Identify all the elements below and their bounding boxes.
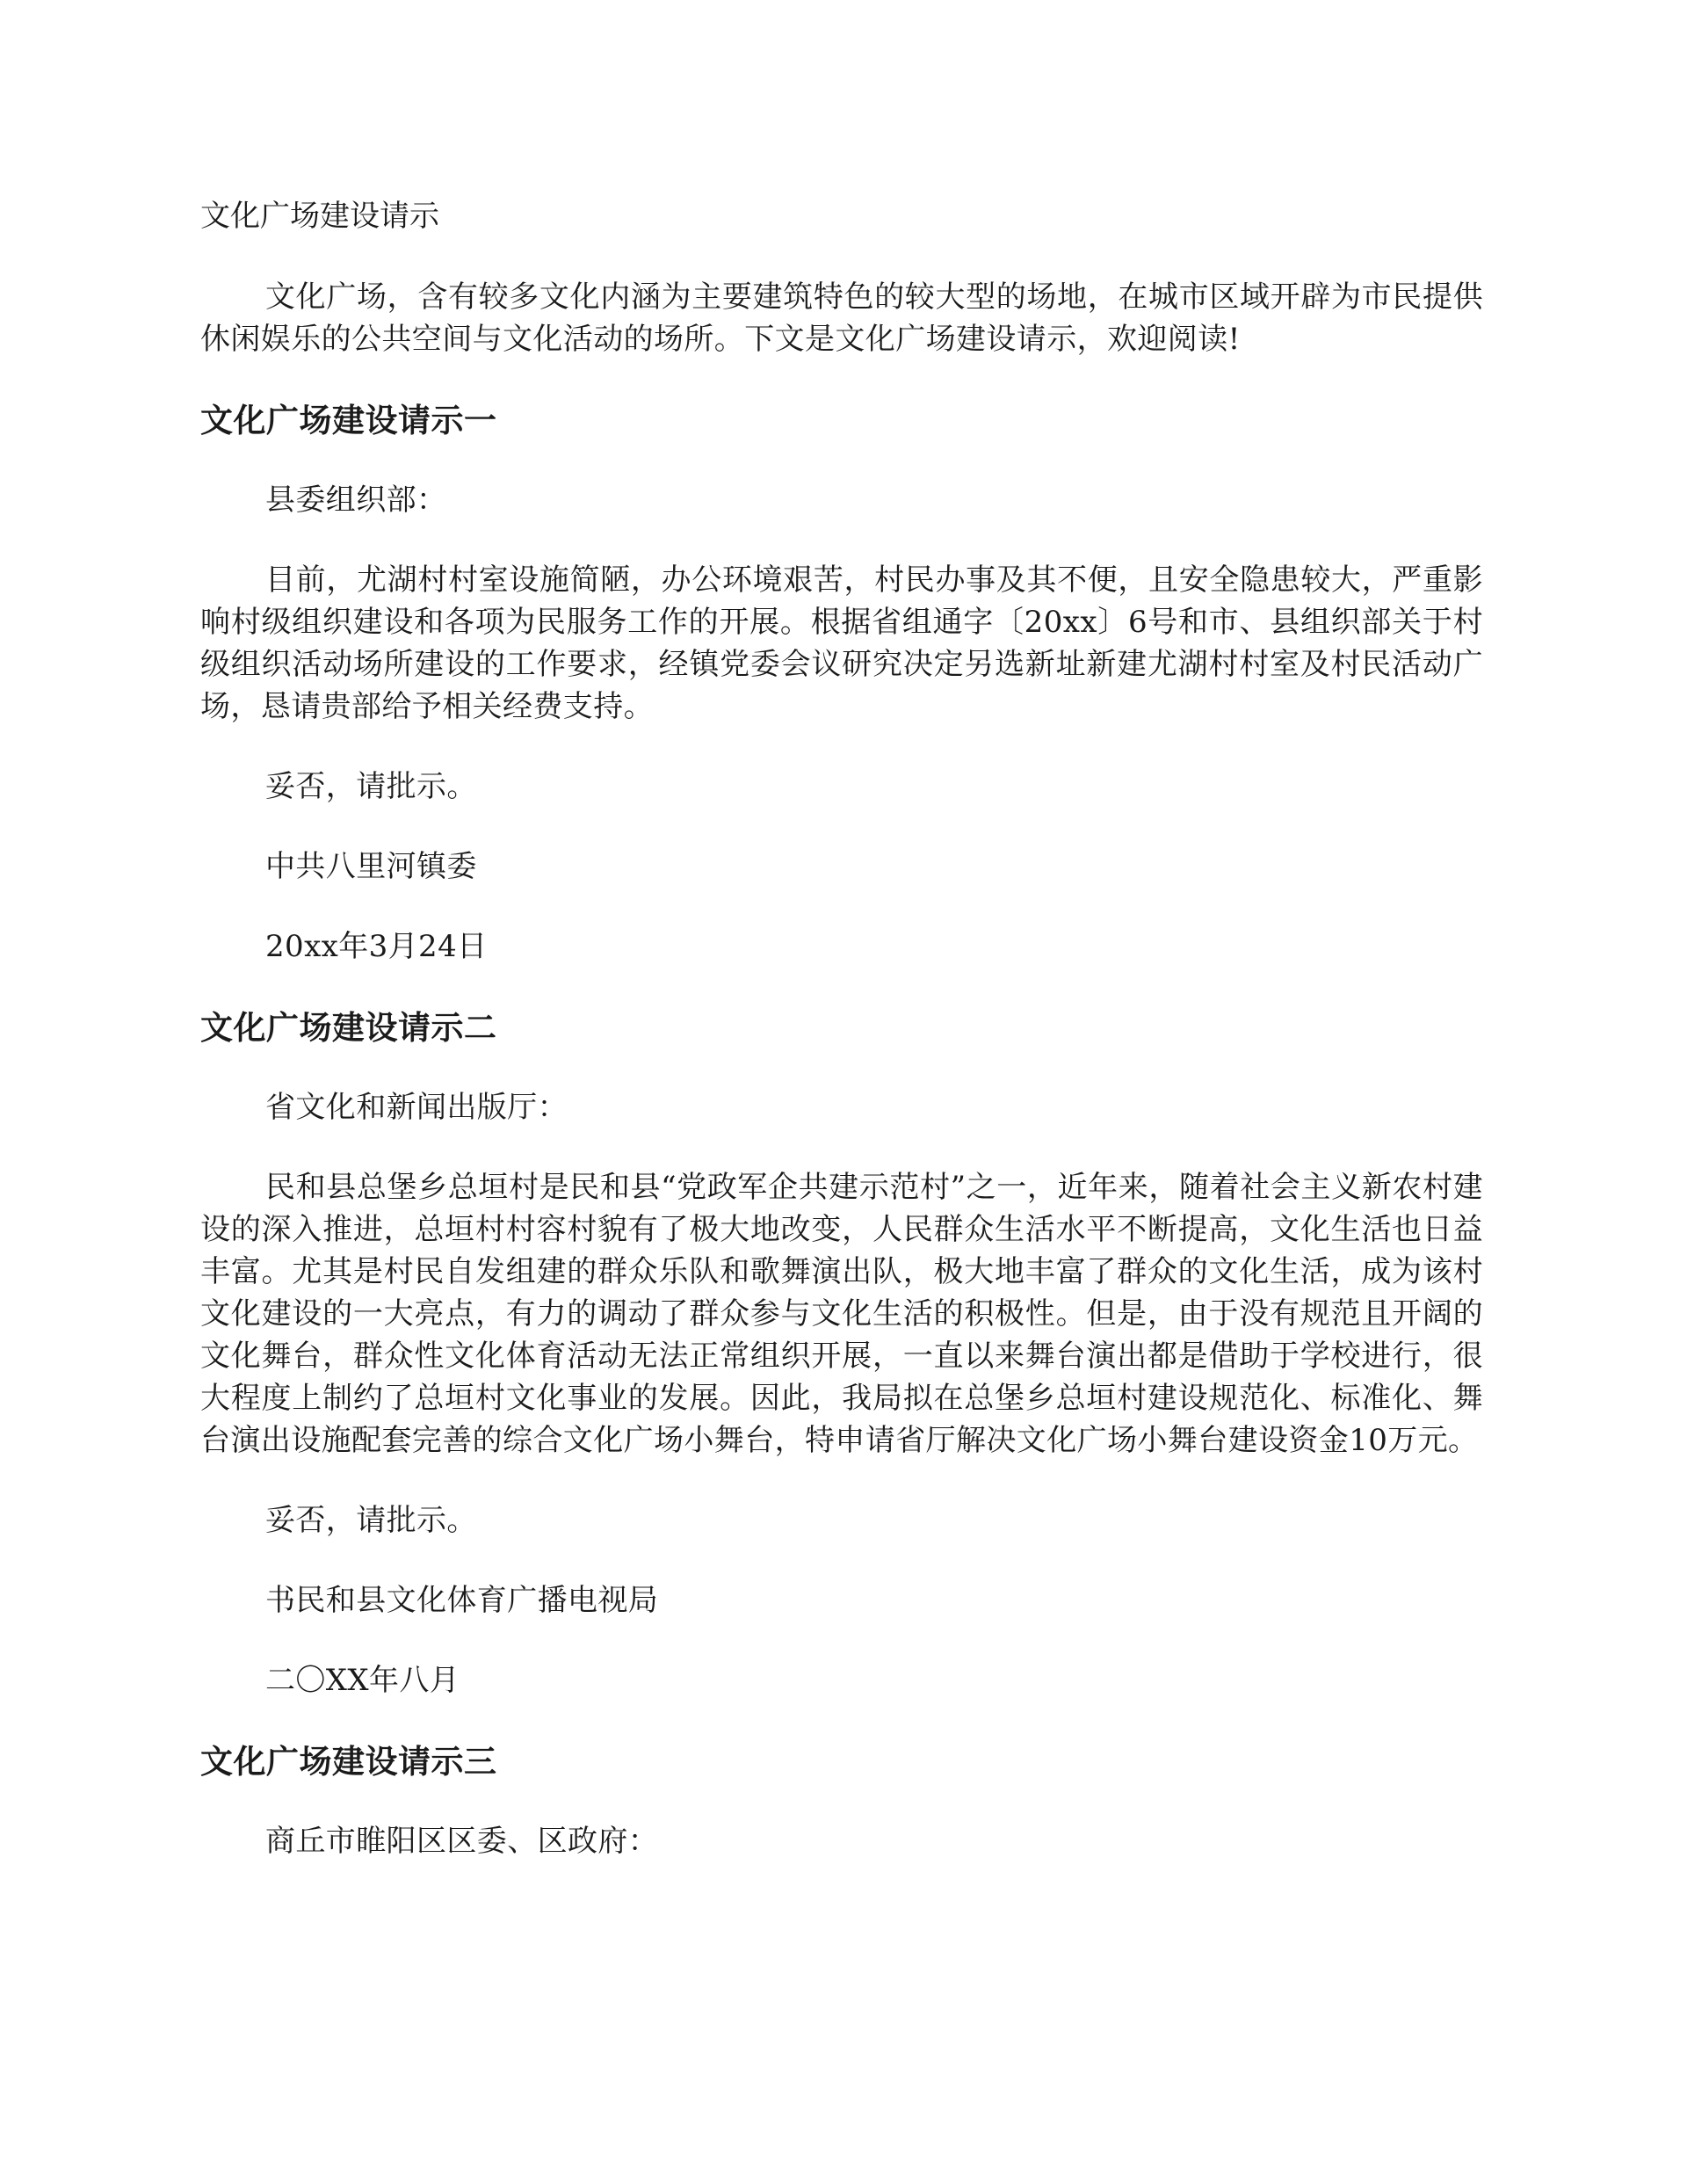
section-date: 二〇XX年八月 [265,1663,460,1698]
section-heading: 文化广场建设请示二 [200,1008,497,1047]
section-closing: 妥否，请批示。 [265,769,477,804]
intro-paragraph: 文化广场，含有较多文化内涵为主要建筑特色的较大型的场地，在城市区域开辟为市民提供休闲娱乐的公共空间与文化活动的场所。下文是文化广场建设请示，欢迎阅读! [200,279,1483,357]
section-addressee: 商丘市睢阳区区委、区政府： [265,1824,659,1859]
document-title: 文化广场建设请示 [200,199,439,234]
section-2 [200,1005,1483,1701]
section-closing: 妥否，请批示。 [265,1503,477,1538]
section-date: 20xx年3月24日 [265,929,488,964]
document-page [200,195,1483,1900]
section-1 [200,398,1483,968]
section-body: 民和县总堡乡总垣村是民和县“党政军企共建示范村”之一，近年来，随着社会主义新农村建设的深入推进，总垣村村容村貌有了极大地改变，人民群众生活水平不断提高，文化生活也日益丰富。尤其是村民自发组建的群众乐队和歌舞演出队，极大地丰富了群众的文化生活，成为该村文化建设的一大亮点，有力的调动了群众参与文化生活的积极性。但是，由于没有规范且开阔的文化舞台，群众性文化体育活动无法正常组织开展，一直以来舞台演出都是借助于学校进行，很大程度上制约了总垣村文化事业的发展。因此，我局拟在总堡乡总垣村建设规范化、标准化、舞台演出设施配套完善的综合文化广场小舞台，特申请省厅解决文化广场小舞台建设资金10万元。 [200,1170,1483,1458]
section-signer: 书民和县文化体育广播电视局 [265,1583,659,1618]
section-heading: 文化广场建设请示一 [200,401,497,439]
section-addressee: 省文化和新闻出版厅： [265,1090,568,1125]
section-signer: 中共八里河镇委 [265,849,477,884]
section-3 [200,1739,1483,1862]
section-heading: 文化广场建设请示三 [200,1742,497,1781]
section-addressee: 县委组织部： [265,483,447,518]
section-body: 目前，尤湖村村室设施简陋，办公环境艰苦，村民办事及其不便，且安全隐患较大，严重影响村级组织建设和各项为民服务工作的开展。根据省组通字〔20xx〕6号和市、县组织部关于村级组织活动场所建设的工作要求，经镇党委会议研究决定另选新址新建尤湖村村室及村民活动广场，恳请贵部给予相关经费支持。 [200,562,1483,724]
